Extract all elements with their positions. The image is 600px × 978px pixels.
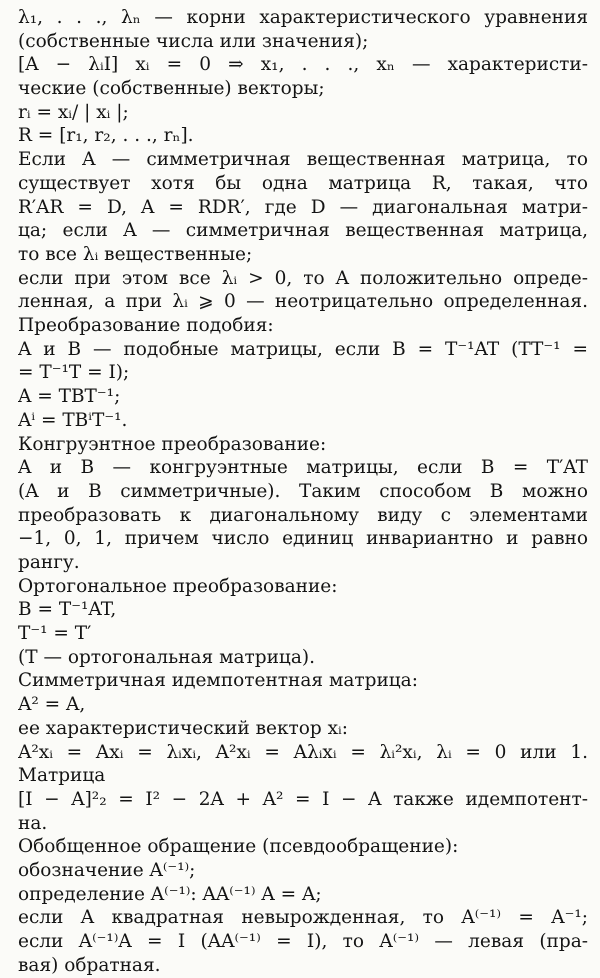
text-line: A и B — конгруэнтные матрицы, если B = T′AT (18, 457, 588, 479)
text-line: ца; если A — симметричная вещественная матрица, (18, 220, 588, 242)
text-line: T⁻¹ = T′ (18, 623, 92, 645)
text-line: на. (18, 812, 48, 834)
section-heading: Ортогональное преобразование: (18, 575, 338, 597)
text-line: определение A⁽⁻¹⁾: AA⁽⁻¹⁾ A = A; (18, 883, 322, 905)
section-heading: Симметричная идемпотентная матрица: (18, 670, 418, 692)
text-line: Матрица (18, 765, 106, 787)
text-line: если A⁽⁻¹⁾A = I (AA⁽⁻¹⁾ = I), то A⁽⁻¹⁾ — левая (пра- (18, 931, 588, 953)
text-line: A²xᵢ = Axᵢ = λᵢxᵢ, A²xᵢ = Aλᵢxᵢ = λᵢ²xᵢ, λᵢ = 0 или 1. (18, 741, 588, 763)
text-line: [I − A]²₂ = I² − 2A + A² = I − A также идемпотент- (18, 788, 588, 810)
text-line: Aⁱ = TBⁱT⁻¹. (18, 409, 128, 431)
section-heading: Преобразование подобия: (18, 315, 274, 337)
text-line: вая) обратная. (18, 954, 161, 976)
text-line: ее характеристический вектор xᵢ: (18, 717, 349, 739)
text-line: Если A — симметричная вещественная матрица, то (18, 149, 588, 171)
text-line: R = [r₁, r₂, . . ., rₙ]. (18, 125, 194, 147)
text-line: существует хотя бы одна матрица R, такая, что (18, 172, 588, 194)
text-line: = T⁻¹T = I); (18, 362, 130, 384)
text-line: (T — ортогональная матрица). (18, 646, 315, 668)
section-heading: Конгруэнтное преобразование: (18, 433, 327, 455)
text-line: rᵢ = xᵢ/ | xᵢ |; (18, 101, 129, 123)
text-line: обозначение A⁽⁻¹⁾; (18, 860, 196, 882)
text-line: (A и B симметричные). Таким способом B можно (18, 480, 588, 502)
text-line: R′AR = D, A = RDR′, где D — диагональная матри- (18, 196, 588, 218)
text-line: то все λᵢ вещественные; (18, 243, 253, 265)
text-line: A и B — подобные матрицы, если B = T⁻¹AT (TT⁻¹ = (18, 338, 588, 360)
text-line: [A − λᵢI] xᵢ = 0 ⇒ x₁, . . ., xₙ — характеристи- (18, 54, 588, 76)
text-line: рангу. (18, 551, 80, 573)
text-line: A² = A, (18, 694, 86, 716)
section-heading: Обобщенное обращение (псевдообращение): (18, 836, 459, 858)
text-line: −1, 0, 1, причем число единиц инвариантно и равно (18, 528, 588, 550)
text-line: A = TBT⁻¹; (18, 386, 121, 408)
text-line: если A квадратная невырожденная, то A⁽⁻¹⁾ = A⁻¹; (18, 907, 588, 929)
text-line: ленная, а при λᵢ ⩾ 0 — неотрицательно определенная. (18, 291, 588, 313)
text-line: λ₁, . . ., λₙ — корни характеристического уравнения (18, 7, 588, 28)
text-line: если при этом все λᵢ > 0, то A положительно опреде- (18, 267, 588, 289)
text-line: (собственные числа или значения); (18, 30, 369, 52)
text-line: B = T⁻¹AT, (18, 599, 117, 621)
text-line: ческие (собственные) векторы; (18, 78, 325, 100)
text-line: преобразовать к диагональному виду с элементами (18, 504, 588, 526)
